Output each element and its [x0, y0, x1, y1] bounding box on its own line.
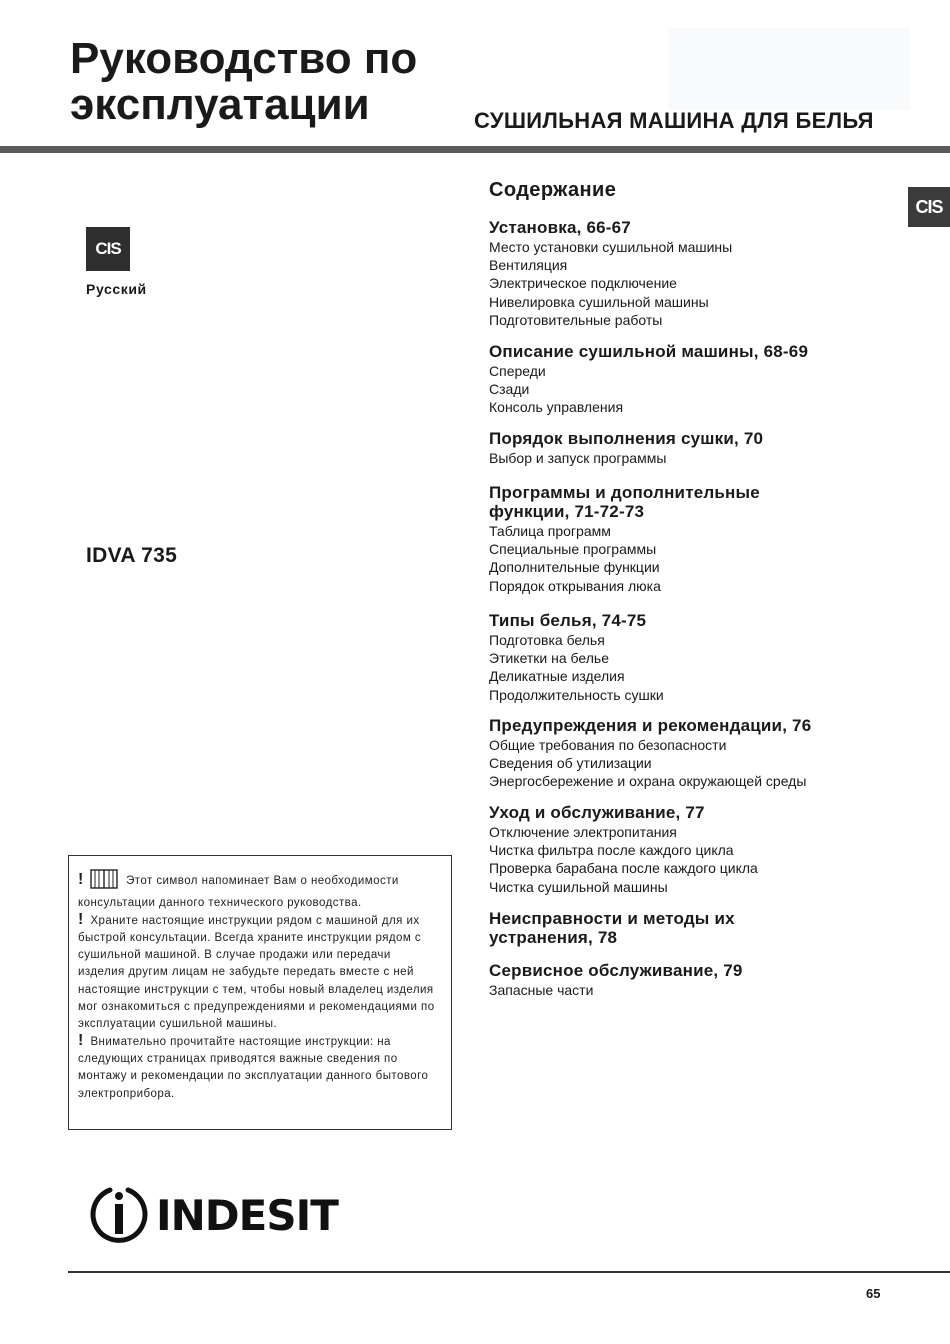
- toc-section: [489, 342, 889, 417]
- exclamation-icon: !: [78, 1031, 84, 1049]
- toc-item: Деликатные изделия: [489, 668, 625, 685]
- toc-section-title: Сервисное обслуживание, 79: [489, 961, 743, 980]
- toc-section: [489, 803, 889, 896]
- toc-item: Место установки сушильной машины: [489, 239, 733, 255]
- toc-item: Чистка фильтра после каждого цикла: [489, 842, 734, 859]
- toc-item: Порядок открывания люка: [489, 577, 661, 594]
- page-title-line1: Руководство по: [70, 34, 418, 83]
- model-name: IDVA 735: [86, 544, 178, 567]
- toc-item: Проверка барабана после каждого цикла: [489, 860, 758, 877]
- toc-section-title: Предупреждения и рекомендации, 76: [489, 716, 812, 735]
- toc-section: [489, 611, 889, 704]
- toc-section-title: Уход и обслуживание, 77: [489, 803, 705, 822]
- notice-paragraph: [78, 910, 441, 1034]
- header-faint-panel: [668, 28, 910, 110]
- notice-box: [68, 855, 452, 1130]
- toc-section: [489, 429, 889, 467]
- toc-item: Подготовка белья: [489, 632, 605, 648]
- toc-section: [489, 218, 889, 329]
- toc-item: Продолжительность сушки: [489, 686, 664, 703]
- toc-item: Спереди: [489, 363, 546, 379]
- notice-text-3: Внимательно прочитайте настоящие инструкции: на следующих страницах приводятся важные сведения по монтажу и рекомендации по эксплуатации данного бытового электроприбора.: [78, 1035, 429, 1100]
- toc-section-title: Порядок выполнения сушки, 70: [489, 429, 764, 448]
- indesit-wordmark: INDESIT: [156, 1190, 338, 1240]
- page-number: 65: [866, 1286, 881, 1301]
- toc-item: Общие требования по безопасности: [489, 737, 727, 753]
- manual-book-icon: [90, 869, 118, 895]
- exclamation-icon: !: [78, 910, 84, 928]
- page-title-line2: эксплуатации: [70, 80, 370, 129]
- toc-section: [489, 909, 889, 948]
- toc-item: Вентиляция: [489, 257, 568, 274]
- toc-item: Дополнительные функции: [489, 559, 660, 576]
- notice-paragraph: [78, 1031, 441, 1103]
- cis-side-tab: CIS: [908, 187, 950, 227]
- toc-item: Запасные части: [489, 982, 594, 998]
- toc-section: [489, 961, 889, 999]
- toc-section: [489, 483, 889, 595]
- toc-item: Электрическое подключение: [489, 275, 677, 292]
- page-title: [70, 36, 417, 128]
- notice-text-2: Храните настоящие инструкции рядом с машиной для их быстрой консультации. Всегда храните инструкции рядом с сушильной машиной. В случае продажи или передачи изделия другим лицам не забудьте передать вместе с ней настоящие инструкции с тем, чтобы новый владелец изделия мог ознакомиться с предупреждениями и рекомендациями по эксплуатации сушильной машины.: [78, 914, 435, 1031]
- toc-item: Этикетки на белье: [489, 650, 609, 667]
- toc-section-title: Неисправности и методы их устранения, 78: [489, 909, 735, 947]
- toc-item: Таблица программ: [489, 523, 611, 539]
- toc-section-title: Установка, 66-67: [489, 218, 631, 237]
- header-divider-bar: [0, 146, 950, 153]
- toc-item: Выбор и запуск программы: [489, 450, 667, 466]
- toc-item: Подготовительные работы: [489, 311, 663, 328]
- exclamation-icon: !: [78, 871, 84, 888]
- toc-section-title: Типы белья, 74-75: [489, 611, 647, 630]
- notice-text-1: Этот символ напоминает Вам о необходимости консультации данного технического руководства.: [78, 875, 399, 910]
- toc-item: Нивелировка сушильной машины: [489, 293, 709, 310]
- toc-section-title: Описание сушильной машины, 68-69: [489, 342, 809, 361]
- toc-section: [489, 716, 889, 791]
- toc-item: Чистка сушильной машины: [489, 878, 668, 895]
- toc-item: Отключение электропитания: [489, 824, 677, 840]
- footer-rule: [68, 1271, 950, 1273]
- toc-item: Консоль управления: [489, 399, 624, 416]
- toc-item: Специальные программы: [489, 541, 657, 558]
- notice-paragraph: [78, 869, 441, 913]
- toc-heading: Содержание: [489, 179, 617, 201]
- cis-badge: CIS: [86, 227, 130, 271]
- toc-item: Энергосбережение и охрана окружающей среды: [489, 773, 807, 790]
- toc-item: Сведения об утилизации: [489, 755, 652, 772]
- language-label: Русский: [86, 281, 147, 297]
- toc-section-title: Программы и дополнительные функции, 71-72-73: [489, 483, 760, 521]
- indesit-logo-icon: [88, 1184, 150, 1246]
- page-subtitle: СУШИЛЬНАЯ МАШИНА ДЛЯ БЕЛЬЯ: [474, 108, 874, 133]
- indesit-logo: [88, 1184, 338, 1246]
- toc-item: Сзади: [489, 381, 530, 398]
